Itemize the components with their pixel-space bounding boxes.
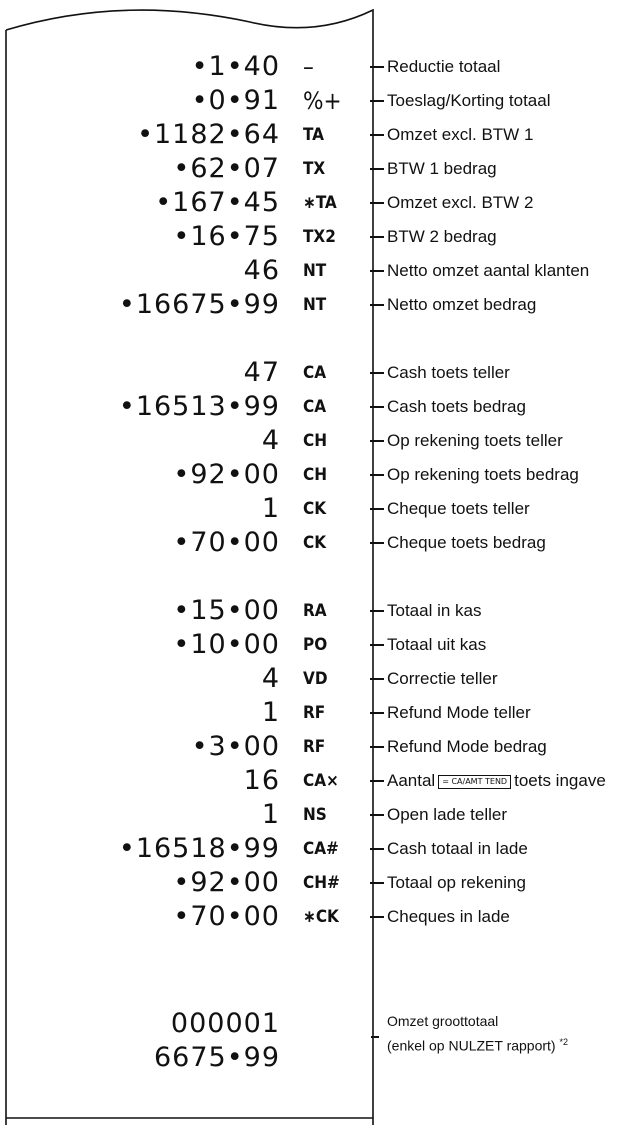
leader-tick xyxy=(370,542,384,544)
line-amount: 16 xyxy=(243,765,280,796)
line-amount: 1 xyxy=(261,799,280,830)
line-label: Cheques in lade xyxy=(387,907,510,926)
grand-total-count: 000001 xyxy=(170,1008,280,1039)
line-symbol: CA xyxy=(303,397,327,417)
leader-tick xyxy=(370,406,384,408)
line-amount: •10•00 xyxy=(173,629,280,660)
grand-total-label: Omzet groottotaal xyxy=(387,1013,499,1029)
line-amount: •1182•64 xyxy=(137,119,280,150)
line-amount: •62•07 xyxy=(173,153,280,184)
footnote-marker: *2 xyxy=(559,1037,568,1047)
line-amount: •1•40 xyxy=(191,51,280,82)
line-symbol: CH xyxy=(303,465,328,485)
line-label: Omzet excl. BTW 1 xyxy=(387,125,534,144)
receipt-line xyxy=(0,900,635,934)
receipt-line xyxy=(0,390,635,424)
grand-total-tick xyxy=(371,1036,379,1038)
line-amount: •92•00 xyxy=(173,459,280,490)
line-label: Reductie totaal xyxy=(387,57,501,76)
line-symbol: RF xyxy=(303,703,326,723)
line-symbol: VD xyxy=(303,669,328,689)
line-label: BTW 1 bedrag xyxy=(387,159,497,178)
receipt-line xyxy=(0,254,635,288)
line-symbol: CA× xyxy=(303,771,339,791)
line-label: Cash toets bedrag xyxy=(387,397,526,416)
receipt-line xyxy=(0,118,635,152)
line-amount: 4 xyxy=(261,425,280,456)
line-symbol: PO xyxy=(303,635,328,655)
line-amount: •16675•99 xyxy=(118,289,280,320)
line-label: Netto omzet bedrag xyxy=(387,295,537,314)
receipt-line xyxy=(0,730,635,764)
line-symbol: NS xyxy=(303,805,327,825)
receipt-line xyxy=(0,84,635,118)
grand-total-note xyxy=(387,1032,568,1056)
line-amount: •167•45 xyxy=(155,187,280,218)
leader-tick xyxy=(370,440,384,442)
leader-tick xyxy=(370,916,384,918)
receipt-line xyxy=(0,628,635,662)
line-symbol: CK xyxy=(303,499,327,519)
line-symbol: NT xyxy=(303,261,327,281)
line-symbol: %+ xyxy=(303,87,342,115)
line-amount: •3•00 xyxy=(191,731,280,762)
line-symbol: TA xyxy=(303,125,324,145)
line-label: Cheque toets teller xyxy=(387,499,530,518)
leader-tick xyxy=(370,882,384,884)
line-amount: •15•00 xyxy=(173,595,280,626)
line-amount: •70•00 xyxy=(173,901,280,932)
receipt-line xyxy=(0,696,635,730)
leader-tick xyxy=(370,712,384,714)
receipt-line xyxy=(0,50,635,84)
line-label-post: toets ingave xyxy=(514,771,606,790)
receipt-line xyxy=(0,866,635,900)
leader-tick xyxy=(370,814,384,816)
line-label: Netto omzet aantal klanten xyxy=(387,261,590,280)
line-symbol: CK xyxy=(303,533,327,553)
line-symbol: RF xyxy=(303,737,326,757)
line-label: Refund Mode teller xyxy=(387,703,531,722)
line-label: Cash totaal in lade xyxy=(387,839,528,858)
line-amount: 1 xyxy=(261,493,280,524)
line-label: Cheque toets bedrag xyxy=(387,533,546,552)
receipt-line xyxy=(0,492,635,526)
line-label: Op rekening toets bedrag xyxy=(387,465,579,484)
line-label: Toeslag/Korting totaal xyxy=(387,91,551,110)
grand-total-amount: 6675•99 xyxy=(154,1042,280,1073)
leader-tick xyxy=(370,780,384,782)
line-symbol: TX2 xyxy=(303,227,336,247)
line-label-pre: Aantal xyxy=(387,771,436,790)
line-symbol: RA xyxy=(303,601,327,621)
leader-tick xyxy=(370,848,384,850)
receipt-line xyxy=(0,152,635,186)
line-label: Refund Mode bedrag xyxy=(387,737,547,756)
receipt-line xyxy=(0,424,635,458)
line-symbol: ∗CK xyxy=(303,907,339,927)
leader-tick xyxy=(370,304,384,306)
leader-tick xyxy=(370,508,384,510)
line-label: BTW 2 bedrag xyxy=(387,227,497,246)
leader-tick xyxy=(370,270,384,272)
line-label xyxy=(387,764,606,798)
receipt-line xyxy=(0,220,635,254)
receipt-line xyxy=(0,832,635,866)
receipt-line xyxy=(0,798,635,832)
receipt-line xyxy=(0,662,635,696)
line-amount: •16518•99 xyxy=(118,833,280,864)
leader-tick xyxy=(370,134,384,136)
line-symbol: – xyxy=(303,53,314,81)
leader-tick xyxy=(370,100,384,102)
leader-tick xyxy=(370,474,384,476)
receipt-line xyxy=(0,526,635,560)
line-amount: 47 xyxy=(243,357,280,388)
receipt-line xyxy=(0,288,635,322)
line-amount: •16513•99 xyxy=(118,391,280,422)
line-amount: •16•75 xyxy=(173,221,280,252)
receipt-line xyxy=(0,594,635,628)
line-symbol: CA xyxy=(303,363,327,383)
line-amount: 4 xyxy=(261,663,280,694)
line-amount: •0•91 xyxy=(191,85,280,116)
leader-tick xyxy=(370,168,384,170)
line-label: Totaal op rekening xyxy=(387,873,526,892)
leader-tick xyxy=(370,372,384,374)
line-symbol: CH xyxy=(303,431,328,451)
ca-amt-tend-key-icon: = CA/AMT TEND xyxy=(438,775,511,789)
line-amount: 1 xyxy=(261,697,280,728)
leader-tick xyxy=(370,644,384,646)
line-symbol: TX xyxy=(303,159,326,179)
line-amount: 46 xyxy=(243,255,280,286)
line-symbol: ∗TA xyxy=(303,193,337,213)
line-label: Open lade teller xyxy=(387,805,508,824)
line-label: Totaal uit kas xyxy=(387,635,487,654)
line-label: Op rekening toets teller xyxy=(387,431,563,450)
line-symbol: CH# xyxy=(303,873,340,893)
receipt-line xyxy=(0,186,635,220)
leader-tick xyxy=(370,202,384,204)
leader-tick xyxy=(370,678,384,680)
leader-tick xyxy=(370,66,384,68)
leader-tick xyxy=(370,746,384,748)
line-label: Omzet excl. BTW 2 xyxy=(387,193,534,212)
line-amount: •92•00 xyxy=(173,867,280,898)
receipt-line xyxy=(0,356,635,390)
line-symbol: NT xyxy=(303,295,327,315)
line-amount: •70•00 xyxy=(173,527,280,558)
leader-tick xyxy=(370,236,384,238)
line-label: Correctie teller xyxy=(387,669,498,688)
grand-total-note-text: (enkel op NULZET rapport) xyxy=(387,1037,556,1054)
line-symbol: CA# xyxy=(303,839,339,859)
receipt-line xyxy=(0,458,635,492)
line-label: Totaal in kas xyxy=(387,601,482,620)
leader-tick xyxy=(370,610,384,612)
receipt-line xyxy=(0,764,635,798)
line-label: Cash toets teller xyxy=(387,363,510,382)
